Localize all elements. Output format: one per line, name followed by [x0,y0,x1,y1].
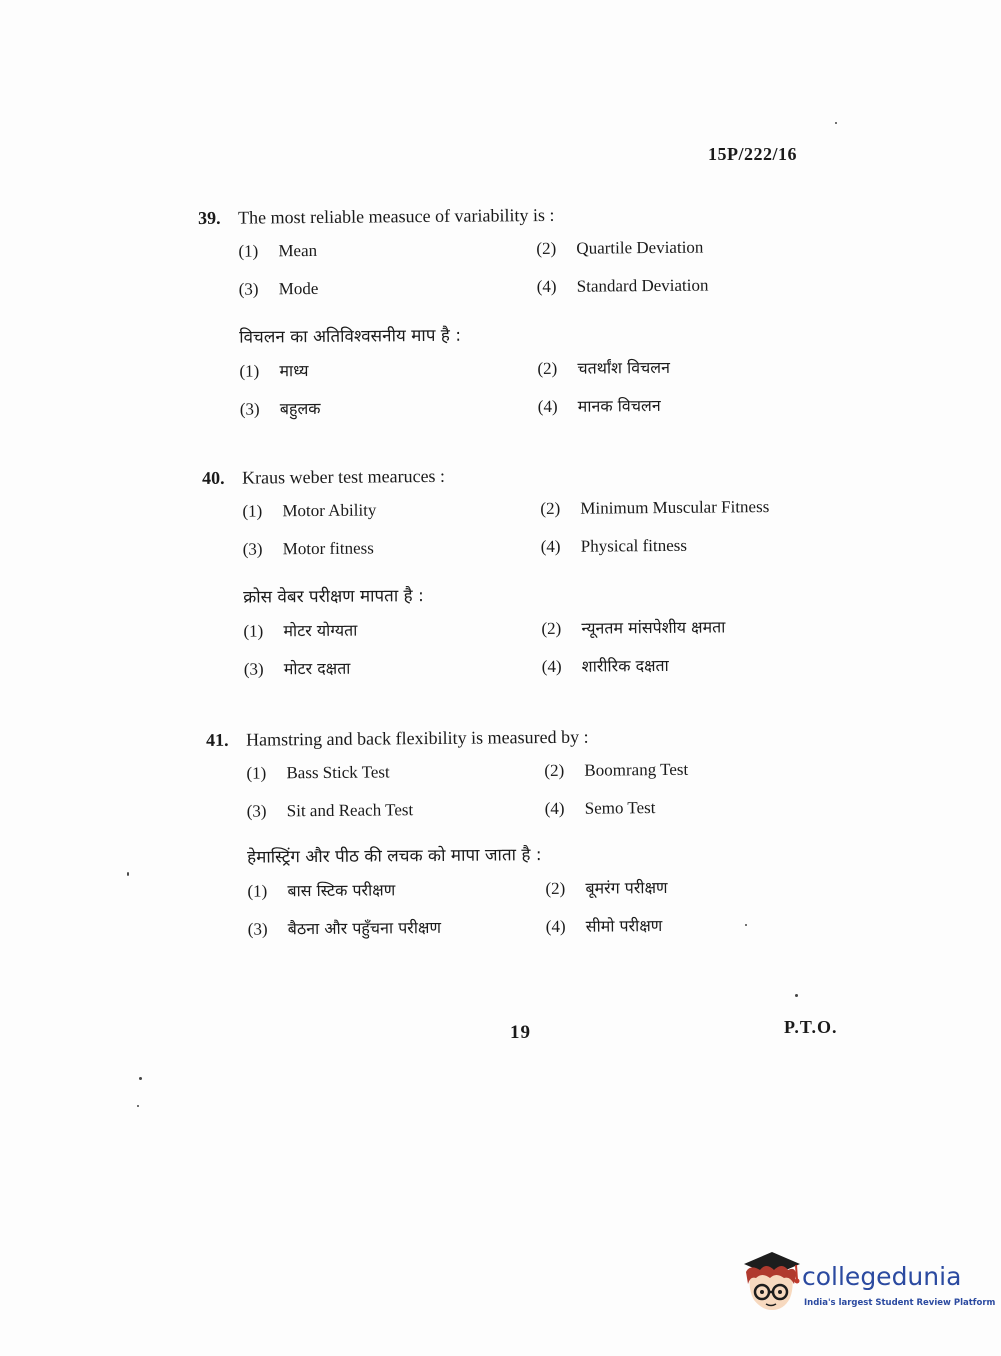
option-number: (3) [239,399,260,419]
option-text: Semo Test [584,798,656,818]
option-number: (4) [540,536,561,557]
option [541,614,841,641]
option [536,234,836,261]
option [540,494,840,521]
option-number: (1) [247,881,268,901]
question-40 [202,460,844,682]
option-text: बास स्टिक परीक्षण [287,880,396,901]
option [546,912,846,939]
collegedunia-logo [740,1250,996,1320]
option-text: न्यूनतम मांसपेशीय क्षमता [581,617,726,638]
option [542,652,842,679]
option [246,759,544,786]
options-hi [243,614,844,681]
page-number: 19 [510,1022,531,1043]
option [244,655,542,682]
scan-speck [137,1105,139,1107]
scan-speck [127,872,129,876]
options-en [242,494,843,561]
option-number: (1) [246,763,267,783]
option-number: (3) [243,659,264,679]
question-39 [198,200,840,422]
option [247,877,545,904]
option-text: मोटर दक्षता [283,658,351,679]
option [545,874,845,901]
options-en [238,234,839,301]
options-hi [247,874,848,941]
option-text: Standard Deviation [576,275,709,296]
option-text: Boomrang Test [584,759,689,780]
option-number: (3) [238,279,259,299]
options-hi [239,354,840,421]
option-number: (4) [541,656,562,677]
option-number: (4) [544,798,565,819]
option-text: बूमरंग परीक्षण [585,877,668,898]
option-text: मानक विचलन [577,395,661,416]
question-stem-hi: हेमास्ट्रिंग और पीठ की लचक को मापा जाता है : [247,845,542,868]
question-number: 41. [206,729,229,750]
option [537,354,837,381]
pto-label: P.T.O. [784,1017,838,1037]
question-41 [206,722,848,942]
option-text: Motor Ability [282,500,377,521]
question-stem-en [206,722,846,752]
question-text: Kraus weber test mearuces : [242,465,446,488]
option-number: (2) [544,760,565,781]
option-number: (1) [242,501,263,521]
option-number: (2) [540,498,561,519]
option [545,794,845,821]
paper-code: 15P/222/16 [708,144,797,164]
option-text: Minimum Muscular Fitness [580,497,770,518]
option-number: (4) [536,276,557,297]
option-number: (1) [239,361,260,381]
question-stem-en [198,200,838,230]
option-text: Motor fitness [282,538,374,559]
option-number: (3) [247,919,268,939]
option-text: माध्य [279,361,309,381]
option-text: Physical fitness [580,535,688,556]
option [537,272,837,299]
option-text: बैठना और पहुँचना परीक्षण [287,917,442,939]
option [248,915,546,942]
option [541,532,841,559]
option [247,797,545,824]
logo-brand-text: collegedunia [802,1262,962,1291]
question-text: Hamstring and back flexibility is measured by : [246,726,589,750]
option-number: (2) [541,618,562,639]
scan-speck [795,994,798,997]
option-text: शारीरिक दक्षता [581,655,669,676]
option-text: Sit and Reach Test [286,800,414,821]
options-en [246,756,847,823]
option-text: बहुलक [279,398,321,419]
option-number: (4) [537,396,558,417]
scan-speck [835,122,837,124]
option [239,275,537,302]
option-text: Mean [278,240,318,261]
option-number: (2) [537,358,558,379]
option [538,392,838,419]
option-number: (1) [243,621,264,641]
mascot-graduation-cap-icon [740,1250,802,1316]
option-number: (2) [536,238,557,259]
option-number: (4) [545,916,566,937]
option [242,497,540,524]
option-number: (3) [242,539,263,559]
question-number: 40. [202,467,225,488]
option-text: Quartile Deviation [576,237,704,258]
option [243,535,541,562]
option [238,237,536,264]
option [239,357,537,384]
option-text: Mode [278,278,319,299]
question-stem-en [202,460,842,490]
question-stem-hi: क्रोस वेबर परीक्षण मापता है : [243,586,424,608]
option-text: चतर्थांश विचलन [577,357,671,378]
question-stem-hi: विचलन का अतिविश्वसनीय माप है : [239,325,462,348]
option [544,756,844,783]
option [240,395,538,422]
option-number: (3) [246,801,267,821]
option-text: मोटर योग्यता [283,620,358,641]
logo-tagline: India's largest Student Review Platform [804,1298,996,1308]
option [243,617,541,644]
question-number: 39. [198,207,221,228]
option-text: Bass Stick Test [286,762,390,783]
option-number: (2) [545,878,566,899]
question-text: The most reliable measuce of variability is : [238,204,555,228]
scan-speck [745,924,747,926]
option-text: सीमो परीक्षण [585,916,663,936]
option-number: (1) [238,241,259,261]
scan-speck [139,1077,142,1080]
